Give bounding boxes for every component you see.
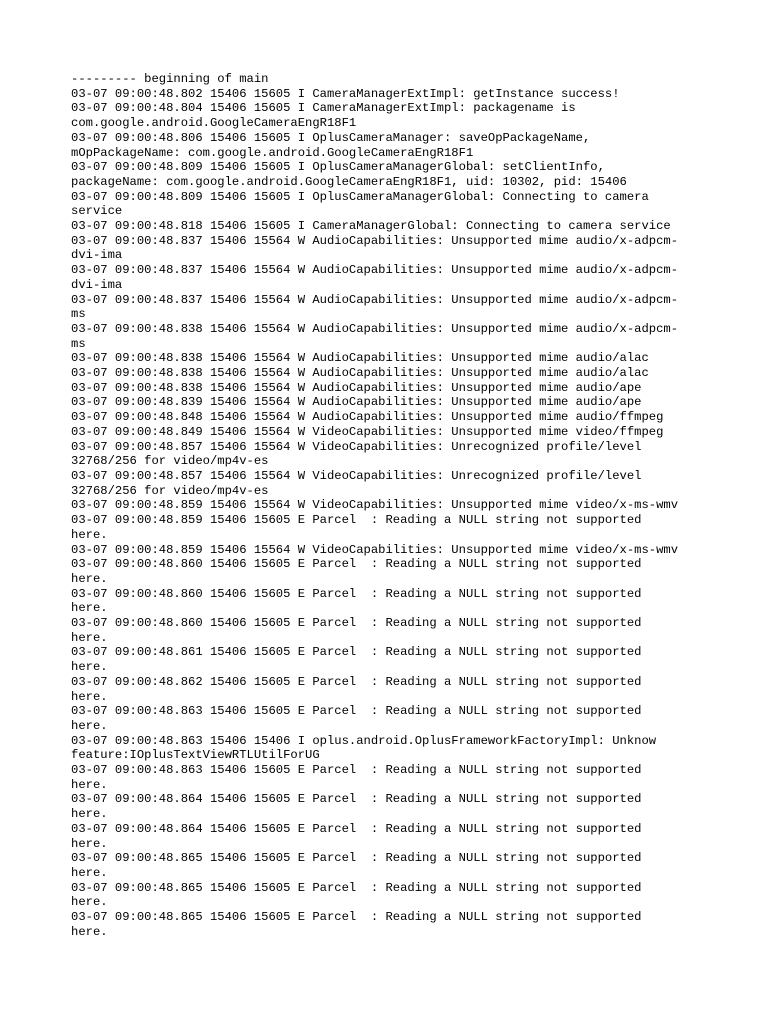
log-line: here. — [71, 660, 108, 675]
log-line: here. — [71, 601, 108, 616]
log-line: 03-07 09:00:48.848 15406 15564 W AudioCapabilities: Unsupported mime audio/ffmpeg — [71, 410, 664, 425]
log-line: 03-07 09:00:48.839 15406 15564 W AudioCapabilities: Unsupported mime audio/ape — [71, 395, 642, 410]
log-line: dvi-ima — [71, 277, 123, 292]
log-line: 03-07 09:00:48.838 15406 15564 W AudioCapabilities: Unsupported mime audio/alac — [71, 366, 649, 381]
log-line: 03-07 09:00:48.859 15406 15564 W VideoCapabilities: Unsupported mime video/x-ms-wmv — [71, 542, 679, 557]
log-document — [71, 72, 731, 939]
log-line: service — [71, 204, 123, 219]
log-line: 03-07 09:00:48.865 15406 15605 E Parcel : Reading a NULL string not supported — [71, 910, 642, 925]
log-line: packageName: com.google.android.GoogleCameraEngR18F1, uid: 10302, pid: 15406 — [71, 174, 627, 189]
log-line: 03-07 09:00:48.862 15406 15605 E Parcel : Reading a NULL string not supported — [71, 674, 642, 689]
log-line: 03-07 09:00:48.857 15406 15564 W VideoCapabilities: Unrecognized profile/level — [71, 468, 642, 483]
log-line: ms — [71, 307, 86, 322]
log-line: 03-07 09:00:48.809 15406 15605 I OplusCameraManagerGlobal: setClientInfo, — [71, 160, 605, 175]
log-line: here. — [71, 527, 108, 542]
log-line: 32768/256 for video/mp4v-es — [71, 454, 269, 469]
log-line: 03-07 09:00:48.857 15406 15564 W VideoCapabilities: Unrecognized profile/level — [71, 439, 642, 454]
log-line: 03-07 09:00:48.863 15406 15406 I oplus.android.OplusFrameworkFactoryImpl: Unknow — [71, 733, 657, 748]
log-line: 03-07 09:00:48.849 15406 15564 W VideoCapabilities: Unsupported mime video/ffmpeg — [71, 424, 664, 439]
log-line: 03-07 09:00:48.863 15406 15605 E Parcel : Reading a NULL string not supported — [71, 704, 642, 719]
log-line: here. — [71, 836, 108, 851]
log-line: here. — [71, 895, 108, 910]
log-line: 03-07 09:00:48.859 15406 15605 E Parcel : Reading a NULL string not supported — [71, 513, 642, 528]
log-line: 03-07 09:00:48.838 15406 15564 W AudioCapabilities: Unsupported mime audio/ape — [71, 380, 642, 395]
log-line: 03-07 09:00:48.806 15406 15605 I OplusCameraManager: saveOpPackageName, — [71, 130, 591, 145]
log-line: here. — [71, 777, 108, 792]
log-line: here. — [71, 689, 108, 704]
log-line: com.google.android.GoogleCameraEngR18F1 — [71, 116, 357, 131]
log-line: 03-07 09:00:48.837 15406 15564 W AudioCapabilities: Unsupported mime audio/x-adpcm- — [71, 263, 679, 278]
log-lines — [71, 72, 731, 939]
log-line: 03-07 09:00:48.838 15406 15564 W AudioCapabilities: Unsupported mime audio/x-adpcm- — [71, 321, 679, 336]
log-line: 03-07 09:00:48.809 15406 15605 I OplusCameraManagerGlobal: Connecting to camera — [71, 189, 649, 204]
log-line: 03-07 09:00:48.865 15406 15605 E Parcel : Reading a NULL string not supported — [71, 851, 642, 866]
log-line: feature:IOplusTextViewRTLUtilForUG — [71, 748, 320, 763]
log-line: 03-07 09:00:48.837 15406 15564 W AudioCapabilities: Unsupported mime audio/x-adpcm- — [71, 233, 679, 248]
log-line: 03-07 09:00:48.860 15406 15605 E Parcel : Reading a NULL string not supported — [71, 616, 642, 631]
log-line: 03-07 09:00:48.864 15406 15605 E Parcel : Reading a NULL string not supported — [71, 792, 642, 807]
log-line: 03-07 09:00:48.859 15406 15564 W VideoCapabilities: Unsupported mime video/x-ms-wmv — [71, 498, 679, 513]
log-line: 03-07 09:00:48.864 15406 15605 E Parcel : Reading a NULL string not supported — [71, 821, 642, 836]
log-line: here. — [71, 924, 108, 939]
log-line: 32768/256 for video/mp4v-es — [71, 483, 269, 498]
log-line: here. — [71, 571, 108, 586]
log-line: here. — [71, 718, 108, 733]
log-line: 03-07 09:00:48.860 15406 15605 E Parcel : Reading a NULL string not supported — [71, 557, 642, 572]
log-line: 03-07 09:00:48.863 15406 15605 E Parcel : Reading a NULL string not supported — [71, 763, 642, 778]
log-line: mOpPackageName: com.google.android.GoogleCameraEngR18F1 — [71, 145, 474, 160]
log-line: dvi-ima — [71, 248, 123, 263]
log-line: 03-07 09:00:48.860 15406 15605 E Parcel : Reading a NULL string not supported — [71, 586, 642, 601]
log-line: 03-07 09:00:48.804 15406 15605 I CameraManagerExtImpl: packagename is — [71, 101, 576, 116]
log-line: --------- beginning of main — [71, 72, 269, 86]
log-line: ms — [71, 336, 86, 351]
log-line: here. — [71, 865, 108, 880]
log-line: 03-07 09:00:48.838 15406 15564 W AudioCapabilities: Unsupported mime audio/alac — [71, 351, 649, 366]
log-line: here. — [71, 807, 108, 822]
log-line: here. — [71, 630, 108, 645]
log-line: 03-07 09:00:48.865 15406 15605 E Parcel : Reading a NULL string not supported — [71, 880, 642, 895]
log-line: 03-07 09:00:48.818 15406 15605 I CameraManagerGlobal: Connecting to camera service — [71, 219, 671, 234]
log-line: 03-07 09:00:48.837 15406 15564 W AudioCapabilities: Unsupported mime audio/x-adpcm- — [71, 292, 679, 307]
log-line: 03-07 09:00:48.861 15406 15605 E Parcel : Reading a NULL string not supported — [71, 645, 642, 660]
log-line: 03-07 09:00:48.802 15406 15605 I CameraManagerExtImpl: getInstance success! — [71, 86, 620, 101]
